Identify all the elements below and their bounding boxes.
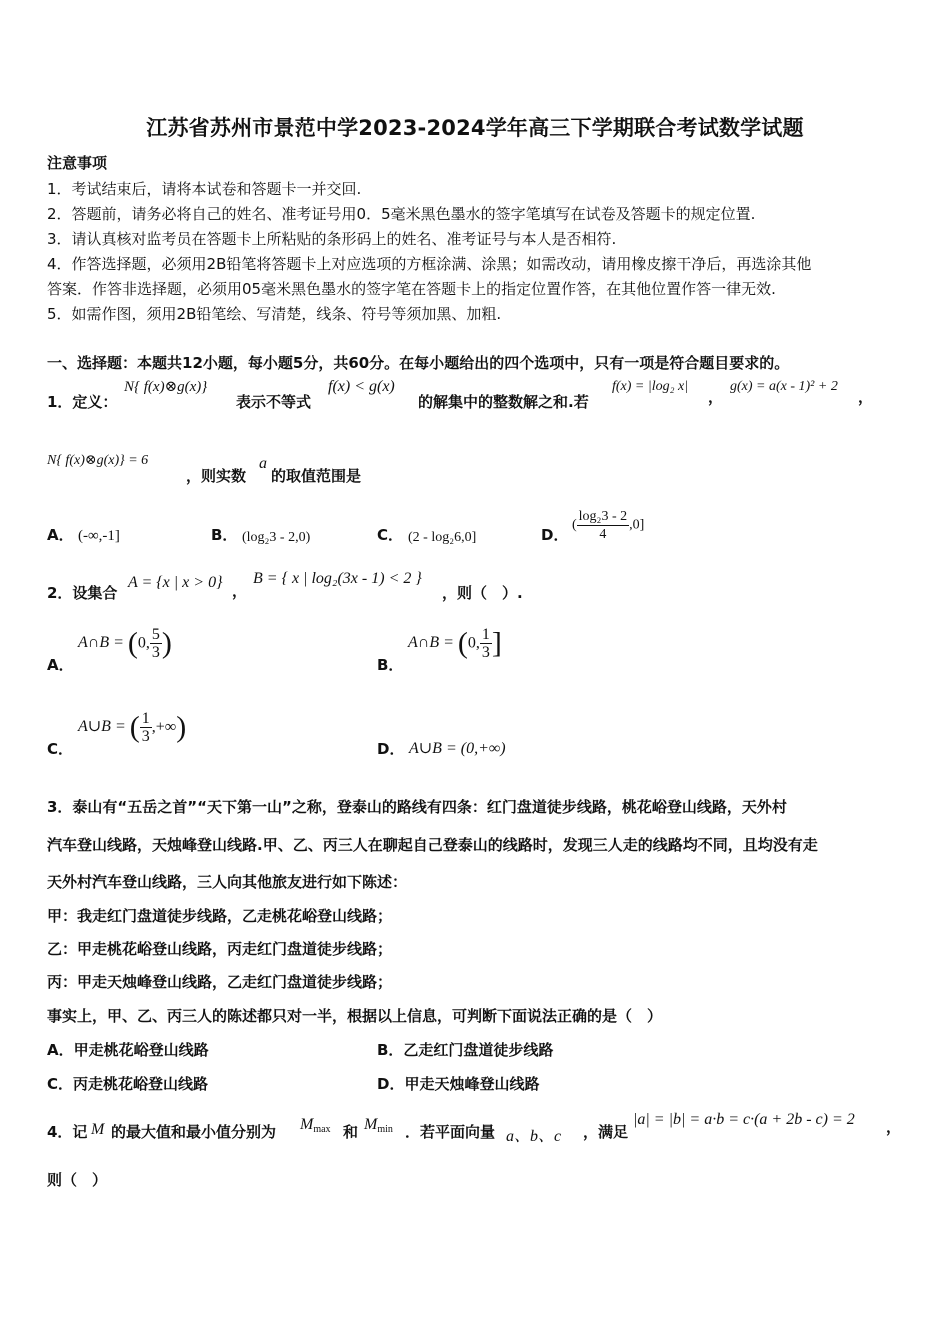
denominator: 3 xyxy=(141,728,150,745)
m: M xyxy=(300,1116,314,1133)
q3-option-a: A．甲走桃花峪登山线路 xyxy=(47,1041,209,1059)
q3-option-b: B．乙走红门盘道徒步线路 xyxy=(377,1041,554,1059)
subscript: min xyxy=(377,1124,393,1135)
q1-option-a-label: A． xyxy=(47,526,74,544)
value: 0, xyxy=(137,634,150,652)
q4-text: ，满足 xyxy=(583,1123,629,1141)
q2-lead: 2．设集合 xyxy=(47,584,118,602)
q3-statement: 甲：我走红门盘道徒步线路，乙走桃花峪登山线路； xyxy=(47,907,393,925)
fraction xyxy=(140,710,152,745)
q2-option-c-label: C． xyxy=(47,740,74,758)
q2-tail: ，则（ ）. xyxy=(442,584,523,602)
q1-option-c-label: C． xyxy=(377,526,404,544)
paren: ( xyxy=(572,517,577,533)
q2-option-b xyxy=(408,626,502,661)
fraction xyxy=(150,626,162,661)
bracket: ) xyxy=(176,710,187,744)
q2-option-d: A∪B = (0,+∞) xyxy=(409,740,506,757)
q3-statement: 乙：甲走桃花峪登山线路，丙走红门盘道徒步线路； xyxy=(47,940,393,958)
note-item: 5．如需作图，须用2B铅笔绘、写清楚，线条、符号等须加黑、加粗. xyxy=(47,305,502,323)
lhs: A∩B = xyxy=(78,634,124,652)
q4-condition: |a| = |b| = a·b = c·(a + 2b - c) = 2 xyxy=(633,1111,855,1128)
q4-and: 和 xyxy=(343,1123,359,1141)
denominator: 3 xyxy=(151,644,160,661)
subscript: max xyxy=(313,1124,331,1135)
q1-option-b: (log₂3 - 2,0) xyxy=(242,530,311,545)
note-item: 4．作答选择题，必须用2B铅笔将答题卡上对应选项的方框涂满、涂黑；如需改动，请用橡皮擦干净后，再选涂其他 xyxy=(47,255,812,273)
bracket: ( xyxy=(457,626,468,660)
q4-mmax xyxy=(300,1116,331,1135)
fraction xyxy=(480,626,492,661)
q1-condition: N{ f(x)⊗g(x)} = 6 xyxy=(47,453,149,468)
q1-option-b-label: B． xyxy=(211,526,238,544)
page-title: 江苏省苏州市景范中学2023-2024学年高三下学期联合考试数学试题 xyxy=(146,116,804,140)
fraction xyxy=(577,508,629,543)
denominator: 3 xyxy=(481,644,490,661)
q1-expr-f: f(x) = |log₂ x| xyxy=(612,379,689,394)
q1-option-d-label: D． xyxy=(541,526,569,544)
bracket: ] xyxy=(491,626,502,660)
lhs: A∪B = xyxy=(78,718,126,736)
q2-option-b-label: B． xyxy=(377,656,404,674)
q2-option-a xyxy=(78,626,172,661)
q2-set-a: A = {x | x > 0} xyxy=(128,574,223,591)
q3-option-d: D．甲走天烛峰登山线路 xyxy=(377,1075,540,1093)
q4-vectors: a、b、c xyxy=(506,1128,562,1145)
q3-statement: 丙：甲走天烛峰登山线路，乙走红门盘道徒步线路； xyxy=(47,973,393,991)
q2-option-c xyxy=(78,710,186,745)
value: ,+∞ xyxy=(151,718,177,736)
q3-line: 3．泰山有“五岳之首”“天下第一山”之称，登泰山的路线有四条：红门盘道徒步线路，桃花峪登山线路，天外村 xyxy=(47,798,787,816)
note-item: 2．答题前，请务必将自己的姓名、准考证号用0．5毫米黑色墨水的签字笔填写在试卷及答题卡的规定位置. xyxy=(47,205,756,223)
q1-option-a: (-∞,-1] xyxy=(78,528,120,544)
q2-comma: ， xyxy=(232,582,248,600)
q1-option-d xyxy=(572,508,644,543)
q4-var-m: M xyxy=(91,1121,105,1138)
q1-comma: ， xyxy=(858,388,874,406)
bracket: ) xyxy=(161,626,172,660)
q3-question: 事实上，甲、乙、丙三人的陈述都只对一半，根据以上信息，可判断下面说法正确的是（ ） xyxy=(47,1007,663,1025)
q4-text: ．若平面向量 xyxy=(405,1123,496,1141)
q1-expr-ineq: f(x) < g(x) xyxy=(328,378,395,395)
bracket: ( xyxy=(129,710,140,744)
q2-set-b: B = { x | log₂(3x - 1) < 2 } xyxy=(253,570,422,587)
numerator: 5 xyxy=(151,626,160,643)
numerator: 1 xyxy=(141,710,150,727)
q1-text: ，则实数 xyxy=(186,467,247,485)
numerator: 1 xyxy=(481,626,490,643)
q3-line: 天外村汽车登山线路，三人向其他旅友进行如下陈述： xyxy=(47,873,408,891)
notes-heading: 注意事项 xyxy=(47,154,108,172)
q2-option-a-label: A． xyxy=(47,656,74,674)
q2-option-d-label: D． xyxy=(377,740,405,758)
note-item: 答案．作答非选择题，必须用05毫米黑色墨水的签字笔在答题卡上的指定位置作答，在其他位置作答一律无效. xyxy=(47,280,776,298)
tail: ,0] xyxy=(629,517,645,533)
lhs: A∩B = xyxy=(408,634,454,652)
m: M xyxy=(364,1116,378,1133)
q1-option-c: (2 - log₂6,0] xyxy=(408,530,477,545)
q1-expr-g: g(x) = a(x - 1)² + 2 xyxy=(730,379,838,394)
note-item: 3．请认真核对监考员在答题卡上所粘贴的条形码上的姓名、准考证号与本人是否相符. xyxy=(47,230,617,248)
q4-lead: 4．记 xyxy=(47,1123,88,1141)
q3-option-c: C．丙走桃花峪登山线路 xyxy=(47,1075,209,1093)
value: 0, xyxy=(467,634,480,652)
q1-lead: 1．定义： xyxy=(47,393,118,411)
q1-expr-n: N{ f(x)⊗g(x)} xyxy=(124,379,208,395)
q1-var-a: a xyxy=(259,455,267,472)
q4-comma: ， xyxy=(886,1118,902,1136)
numerator: log₂3 - 2 xyxy=(578,509,628,524)
note-item: 1．考试结束后，请将本试卷和答题卡一并交回. xyxy=(47,180,362,198)
q4-tail: 则（ ） xyxy=(47,1171,108,1189)
q4-text: 的最大值和最小值分别为 xyxy=(111,1123,277,1141)
bracket: ( xyxy=(127,626,138,660)
q1-text: 的解集中的整数解之和.若 xyxy=(418,393,589,411)
q1-text: 的取值范围是 xyxy=(271,467,362,485)
q4-mmin xyxy=(364,1116,393,1135)
q3-line: 汽车登山线路，天烛峰登山线路.甲、乙、丙三人在聊起自己登泰山的线路时，发现三人走的线路均不同，且均没有走 xyxy=(47,836,818,854)
q1-comma: ， xyxy=(708,388,724,406)
denominator: 4 xyxy=(599,527,607,542)
section-heading: 一、选择题：本题共12小题，每小题5分，共60分。在每小题给出的四个选项中，只有一项是符合题目要求的。 xyxy=(47,354,790,372)
q1-text: 表示不等式 xyxy=(236,393,312,411)
